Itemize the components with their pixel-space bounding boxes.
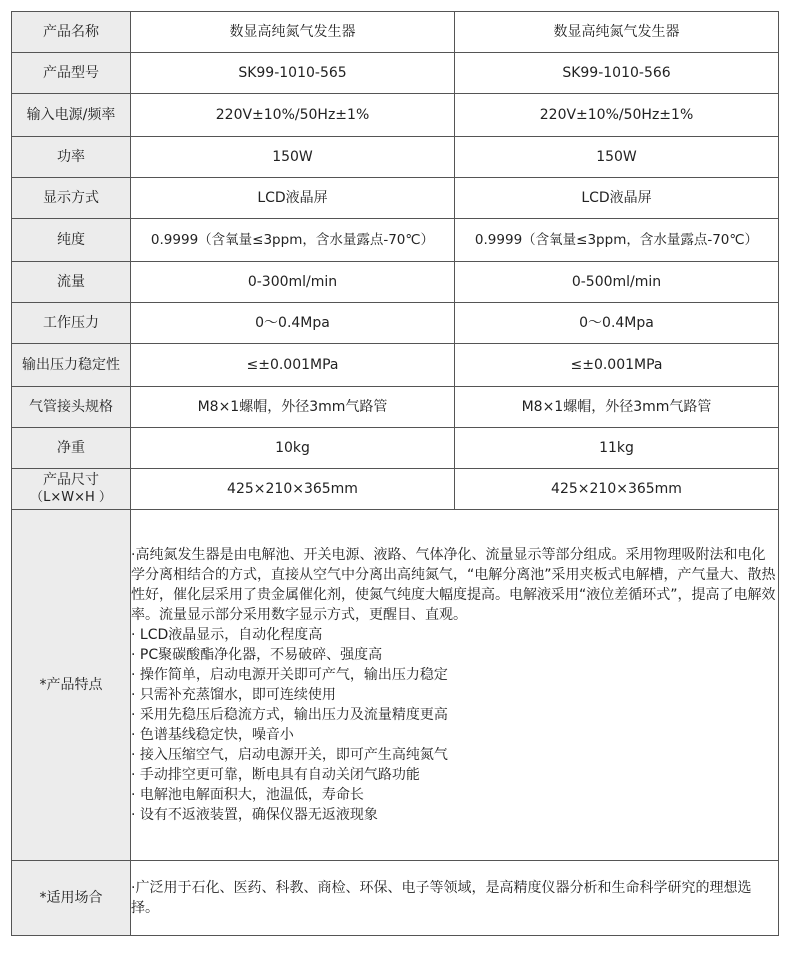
cell-model-a: 0-300ml/min bbox=[131, 262, 455, 303]
cell-model-a: 150W bbox=[131, 137, 455, 178]
cell-model-a: 10kg bbox=[131, 428, 455, 469]
cell-model-b: 0.9999（含氧量≤3ppm，含水量露点-70℃） bbox=[455, 219, 779, 262]
row-label-display: 显示方式 bbox=[12, 178, 131, 219]
table-row bbox=[12, 262, 779, 303]
row-label-working-pressure: 工作压力 bbox=[12, 303, 131, 344]
table-row bbox=[12, 387, 779, 428]
table-row bbox=[12, 428, 779, 469]
cell-model-a: M8×1螺帽，外径3mm气路管 bbox=[131, 387, 455, 428]
table-row bbox=[12, 53, 779, 94]
row-label-model-number: 产品型号 bbox=[12, 53, 131, 94]
cell-model-a: 数显高纯氮气发生器 bbox=[131, 12, 455, 53]
cell-model-b: ≤±0.001MPa bbox=[455, 344, 779, 387]
feature-item: · LCD液晶显示，自动化程度高 bbox=[131, 627, 323, 643]
cell-model-b: M8×1螺帽，外径3mm气路管 bbox=[455, 387, 779, 428]
table-row bbox=[12, 861, 779, 936]
cell-model-a: SK99-1010-565 bbox=[131, 53, 455, 94]
cell-model-b: LCD液晶屏 bbox=[455, 178, 779, 219]
cell-model-a: 0～0.4Mpa bbox=[131, 303, 455, 344]
cell-model-b: 425×210×365mm bbox=[455, 469, 779, 510]
table-row bbox=[12, 344, 779, 387]
table-row bbox=[12, 303, 779, 344]
cell-model-b: SK99-1010-566 bbox=[455, 53, 779, 94]
feature-item: · 操作简单，启动电源开关即可产气，输出压力稳定 bbox=[131, 667, 448, 683]
cell-model-b: 0-500ml/min bbox=[455, 262, 779, 303]
table-row bbox=[12, 219, 779, 262]
row-label-power-supply: 输入电源/频率 bbox=[12, 94, 131, 137]
cell-model-a: 220V±10%/50Hz±1% bbox=[131, 94, 455, 137]
feature-item: · 只需补充蒸馏水，即可连续使用 bbox=[131, 687, 336, 703]
cell-model-b: 11kg bbox=[455, 428, 779, 469]
cell-model-a: LCD液晶屏 bbox=[131, 178, 455, 219]
row-label-features: *产品特点 bbox=[12, 510, 131, 861]
row-label-flow: 流量 bbox=[12, 262, 131, 303]
dimensions-label-line2: （L×W×H ） bbox=[30, 490, 112, 505]
row-label-dimensions bbox=[12, 469, 131, 510]
application-cell: ·广泛用于石化、医药、科教、商检、环保、电子等领域，是高精度仪器分析和生命科学研究的理想选择。 bbox=[131, 861, 779, 936]
dimensions-label-line1: 产品尺寸 bbox=[43, 472, 99, 488]
cell-model-a: 425×210×365mm bbox=[131, 469, 455, 510]
table-row bbox=[12, 510, 779, 861]
row-label-fitting-spec: 气管接头规格 bbox=[12, 387, 131, 428]
cell-model-a: ≤±0.001MPa bbox=[131, 344, 455, 387]
row-label-purity: 纯度 bbox=[12, 219, 131, 262]
spec-table bbox=[11, 11, 779, 936]
feature-item: · 接入压缩空气，启动电源开关，即可产生高纯氮气 bbox=[131, 747, 448, 763]
feature-item: · PC聚碳酸酯净化器，不易破碎、强度高 bbox=[131, 647, 383, 663]
row-label-pressure-stability: 输出压力稳定性 bbox=[12, 344, 131, 387]
row-label-power: 功率 bbox=[12, 137, 131, 178]
feature-item: · 设有不返液装置，确保仪器无返液现象 bbox=[131, 807, 378, 823]
cell-model-b: 150W bbox=[455, 137, 779, 178]
feature-item: · 色谱基线稳定快，噪音小 bbox=[131, 727, 294, 743]
feature-item: · 电解池电解面积大，池温低，寿命长 bbox=[131, 787, 364, 803]
table-row bbox=[12, 178, 779, 219]
features-cell bbox=[131, 510, 779, 861]
table-row bbox=[12, 469, 779, 510]
cell-model-a: 0.9999（含氧量≤3ppm，含水量露点-70℃） bbox=[131, 219, 455, 262]
row-label-net-weight: 净重 bbox=[12, 428, 131, 469]
cell-model-b: 数显高纯氮气发生器 bbox=[455, 12, 779, 53]
features-intro: ·高纯氮发生器是由电解池、开关电源、液路、气体净化、流量显示等部分组成。采用物理吸附法和电化学分离相结合的方式，直接从空气中分离出高纯氮气，“电解分离池”采用夹板式电解槽，产气量大、散热性好，催化层采用了贵金属催化剂，使氮气纯度大幅度提高。电解液采用“液位差循环式”，提高了电解效率。流量显示部分采用数字显示方式，更醒目、直观。 bbox=[131, 547, 776, 623]
cell-model-b: 0～0.4Mpa bbox=[455, 303, 779, 344]
table-row bbox=[12, 12, 779, 53]
row-label-application: *适用场合 bbox=[12, 861, 131, 936]
cell-model-b: 220V±10%/50Hz±1% bbox=[455, 94, 779, 137]
feature-item: · 手动排空更可靠，断电具有自动关闭气路功能 bbox=[131, 767, 420, 783]
row-label-product-name: 产品名称 bbox=[12, 12, 131, 53]
table-row bbox=[12, 94, 779, 137]
feature-item: · 采用先稳压后稳流方式，输出压力及流量精度更高 bbox=[131, 707, 448, 723]
table-row bbox=[12, 137, 779, 178]
